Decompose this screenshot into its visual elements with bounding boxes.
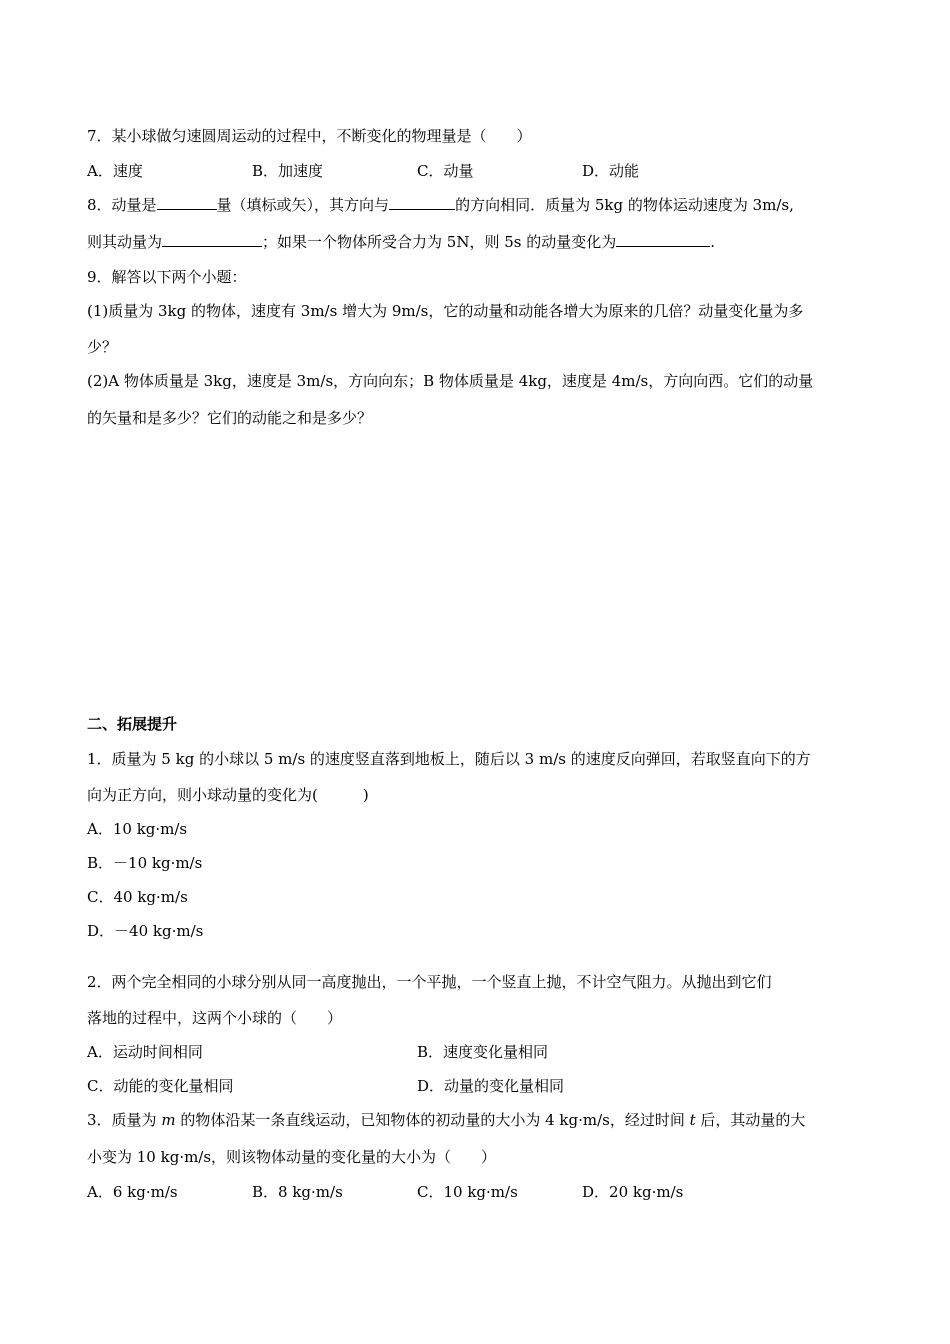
- e3-text-b: 的物体沿某一条直线运动，已知物体的初动量的大小为 4 kg·m/s，经过时间: [175, 1111, 690, 1129]
- e2-option-a: A．运动时间相同: [87, 1043, 203, 1061]
- e2-line1: 2．两个完全相同的小球分别从同一高度抛出，一个平抛，一个竖直上抛，不计空气阻力。从抛出到它们: [87, 973, 772, 991]
- section-heading: 二、拓展提升: [87, 715, 178, 733]
- q7-option-a: A．速度: [87, 162, 143, 180]
- q9-stem: 9．解答以下两个小题：: [87, 268, 247, 286]
- e2-option-c: C．动能的变化量相同: [87, 1077, 234, 1095]
- e1-line2: 向为正方向，则小球动量的变化为( ): [87, 786, 369, 804]
- e3-var-m: m: [161, 1111, 176, 1129]
- q9-sub2-line1: (2)A 物体质量是 3kg，速度是 3m/s，方向向东；B 物体质量是 4kg，速度是 4m/s，方向向西。它们的动量: [87, 372, 814, 390]
- e3-text-c: 后，其动量的大: [695, 1111, 806, 1129]
- q9-sub2-line2: 的矢量和是多少？它们的动能之和是多少？: [87, 409, 373, 427]
- q7-stem: 7．某小球做匀速圆周运动的过程中，不断变化的物理量是（ ）: [87, 127, 532, 145]
- e1-option-c: C．40 kg·m/s: [87, 888, 188, 906]
- q8-text-6: .: [710, 233, 716, 251]
- e3-text-a: 3．质量为: [87, 1111, 162, 1129]
- q8-text-5: ；如果一个物体所受合力为 5N，则 5s 的动量变化为: [262, 233, 617, 251]
- q9-sub1-line1: (1)质量为 3kg 的物体，速度有 3m/s 增大为 9m/s，它的动量和动能各增大为原来的几倍？动量变化量为多: [87, 302, 804, 320]
- q9-sub1-line2: 少？: [87, 338, 118, 356]
- q7-option-b: B．加速度: [252, 162, 324, 180]
- q8-blank-4: [616, 232, 710, 247]
- q7-option-c: C．动量: [417, 162, 474, 180]
- e1-line1: 1．质量为 5 kg 的小球以 5 m/s 的速度竖直落到地板上，随后以 3 m/s 的速度反向弹回，若取竖直向下的方: [87, 750, 811, 768]
- q8-text-1: 8．动量是: [87, 196, 157, 214]
- e2-line2: 落地的过程中，这两个小球的（ ）: [87, 1009, 343, 1027]
- e3-option-b: B．8 kg·m/s: [252, 1183, 343, 1201]
- e3-option-a: A．6 kg·m/s: [87, 1183, 178, 1201]
- q7-option-d: D．动能: [582, 162, 640, 180]
- e1-option-a: A．10 kg·m/s: [87, 820, 188, 838]
- e2-option-b: B．速度变化量相同: [417, 1043, 549, 1061]
- e1-option-d: D．－40 kg·m/s: [87, 922, 204, 940]
- e2-option-d: D．动量的变化量相同: [417, 1077, 565, 1095]
- e3-var-t: t: [689, 1111, 696, 1129]
- q8-text-2: 量（填标或矢），其方向与: [216, 196, 390, 214]
- q8-blank-1: [157, 195, 217, 210]
- q8-text-3: 的方向相同．质量为 5kg 的物体运动速度为 3m/s,: [455, 196, 794, 214]
- e3-line1: [87, 1110, 805, 1130]
- q8-line1: [87, 195, 794, 215]
- e1-option-b: B．－10 kg·m/s: [87, 854, 203, 872]
- q8-line2: [87, 232, 715, 252]
- e3-option-c: C．10 kg·m/s: [417, 1183, 518, 1201]
- q8-blank-2: [389, 195, 455, 210]
- q8-blank-3: [162, 232, 262, 247]
- e3-line2: 小变为 10 kg·m/s，则该物体动量的变化量的大小为（ ）: [87, 1148, 497, 1166]
- e3-option-d: D．20 kg·m/s: [582, 1183, 684, 1201]
- q8-text-4: 则其动量为: [87, 233, 163, 251]
